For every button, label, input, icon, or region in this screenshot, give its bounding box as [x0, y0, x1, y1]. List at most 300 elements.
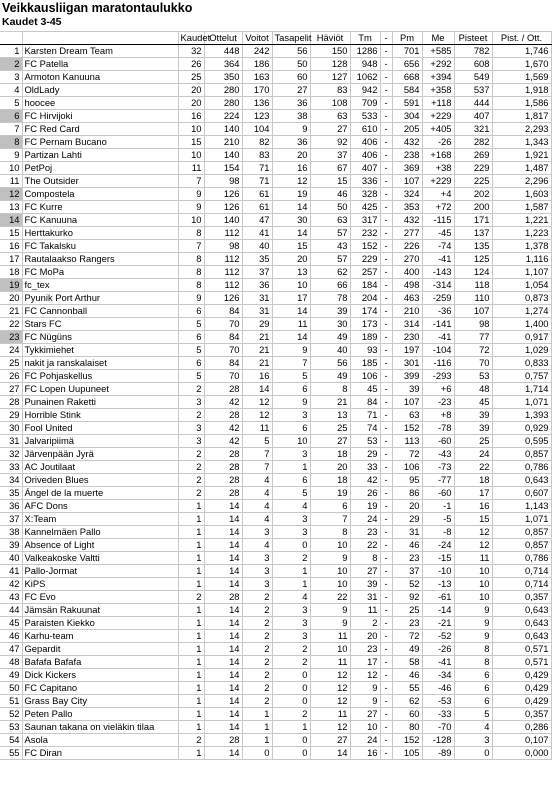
cell-goals-for: 229 [350, 253, 380, 266]
cell-dash: - [380, 578, 392, 591]
cell-draws: 14 [272, 331, 310, 344]
cell-draws: 6 [272, 383, 310, 396]
cell-goals-against: 277 [392, 227, 422, 240]
cell-matches: 112 [204, 279, 242, 292]
cell-dash: - [380, 71, 392, 84]
cell-dash: - [380, 422, 392, 435]
header-points-per-match: Pist. / Ott. [492, 32, 551, 45]
cell-goals-against: 58 [392, 656, 422, 669]
cell-points: 608 [454, 58, 492, 71]
cell-goals-for: 23 [350, 526, 380, 539]
cell-points: 8 [454, 643, 492, 656]
cell-goals-for: 425 [350, 201, 380, 214]
cell-draws: 10 [272, 279, 310, 292]
cell-points-per-match: 0,357 [492, 591, 551, 604]
cell-losses: 15 [310, 175, 350, 188]
cell-wins: 2 [242, 682, 272, 695]
cell-points-per-match: 0,929 [492, 422, 551, 435]
cell-draws: 5 [272, 487, 310, 500]
cell-points: 9 [454, 617, 492, 630]
cell-points-per-match: 0,643 [492, 474, 551, 487]
cell-points-per-match: 1,400 [492, 318, 551, 331]
cell-goals-for: 184 [350, 279, 380, 292]
cell-seasons: 1 [178, 682, 204, 695]
cell-wins: 2 [242, 669, 272, 682]
cell-goal-diff: +72 [422, 201, 454, 214]
cell-draws: 10 [272, 435, 310, 448]
cell-losses: 12 [310, 682, 350, 695]
cell-goals-against: 432 [392, 214, 422, 227]
cell-seasons: 32 [178, 45, 204, 58]
cell-draws: 9 [272, 344, 310, 357]
cell-matches: 448 [204, 45, 242, 58]
cell-seasons: 9 [178, 188, 204, 201]
cell-matches: 28 [204, 474, 242, 487]
table-row [0, 487, 551, 500]
cell-goals-against: 86 [392, 487, 422, 500]
cell-draws: 38 [272, 110, 310, 123]
cell-dash: - [380, 565, 392, 578]
cell-wins: 31 [242, 292, 272, 305]
cell-matches: 140 [204, 149, 242, 162]
cell-team: X:Team [22, 513, 178, 526]
table-row [0, 240, 551, 253]
cell-losses: 150 [310, 45, 350, 58]
cell-matches: 14 [204, 526, 242, 539]
cell-draws: 0 [272, 695, 310, 708]
table-row [0, 643, 551, 656]
cell-position: 52 [0, 708, 22, 721]
table-row [0, 279, 551, 292]
cell-position: 9 [0, 149, 22, 162]
cell-draws: 6 [272, 474, 310, 487]
cell-wins: 11 [242, 422, 272, 435]
cell-wins: 47 [242, 214, 272, 227]
cell-goal-diff: -60 [422, 487, 454, 500]
cell-position: 25 [0, 357, 22, 370]
cell-draws: 3 [272, 630, 310, 643]
cell-dash: - [380, 253, 392, 266]
cell-draws: 14 [272, 201, 310, 214]
cell-points-per-match: 0,643 [492, 630, 551, 643]
cell-goals-for: 45 [350, 383, 380, 396]
cell-points-per-match: 0,757 [492, 370, 551, 383]
cell-team: FC Red Card [22, 123, 178, 136]
cell-losses: 8 [310, 383, 350, 396]
cell-matches: 84 [204, 357, 242, 370]
cell-goals-against: 584 [392, 84, 422, 97]
cell-points-per-match: 1,586 [492, 97, 551, 110]
cell-goals-against: 432 [392, 136, 422, 149]
table-row [0, 136, 551, 149]
header-seasons: Kaudet [178, 32, 204, 45]
cell-matches: 350 [204, 71, 242, 84]
cell-draws: 7 [272, 357, 310, 370]
header-draws: Tasapelit [272, 32, 310, 45]
cell-goals-for: 533 [350, 110, 380, 123]
cell-matches: 70 [204, 370, 242, 383]
cell-goals-against: 72 [392, 630, 422, 643]
cell-position: 19 [0, 279, 22, 292]
cell-position: 16 [0, 240, 22, 253]
cell-team: Valkeakoske Valtti [22, 552, 178, 565]
cell-losses: 39 [310, 305, 350, 318]
cell-wins: 1 [242, 708, 272, 721]
cell-losses: 40 [310, 344, 350, 357]
cell-points: 549 [454, 71, 492, 84]
cell-team: FC MoPa [22, 266, 178, 279]
cell-goals-for: 26 [350, 487, 380, 500]
table-row [0, 292, 551, 305]
cell-points: 0 [454, 747, 492, 760]
cell-points-per-match: 1,221 [492, 214, 551, 227]
cell-draws: 3 [272, 513, 310, 526]
cell-goal-diff: -143 [422, 266, 454, 279]
cell-wins: 61 [242, 201, 272, 214]
cell-goals-for: 11 [350, 604, 380, 617]
cell-team: OldLady [22, 84, 178, 97]
cell-team: Horrible Stink [22, 409, 178, 422]
cell-team: The Outsider [22, 175, 178, 188]
cell-wins: 12 [242, 396, 272, 409]
cell-goals-against: 31 [392, 526, 422, 539]
cell-points: 12 [454, 526, 492, 539]
cell-goal-diff: -26 [422, 643, 454, 656]
cell-team: nakit ja ranskalaiset [22, 357, 178, 370]
cell-team: Armoton Kanuuna [22, 71, 178, 84]
cell-draws: 0 [272, 747, 310, 760]
cell-team: Dick Kickers [22, 669, 178, 682]
cell-dash: - [380, 136, 392, 149]
cell-team: FC Pernam Bucano [22, 136, 178, 149]
cell-matches: 14 [204, 539, 242, 552]
cell-goal-diff: -141 [422, 318, 454, 331]
cell-dash: - [380, 734, 392, 747]
cell-dash: - [380, 682, 392, 695]
cell-team: FC Hirvijoki [22, 110, 178, 123]
cell-goals-for: 24 [350, 734, 380, 747]
cell-points: 10 [454, 591, 492, 604]
table-row [0, 110, 551, 123]
cell-team: FC Evo [22, 591, 178, 604]
cell-losses: 10 [310, 539, 350, 552]
cell-points: 444 [454, 97, 492, 110]
cell-points: 229 [454, 162, 492, 175]
cell-points-per-match: 0,643 [492, 617, 551, 630]
cell-losses: 22 [310, 591, 350, 604]
cell-draws: 6 [272, 422, 310, 435]
cell-dash: - [380, 513, 392, 526]
cell-draws: 36 [272, 97, 310, 110]
cell-seasons: 8 [178, 227, 204, 240]
cell-goal-diff: +394 [422, 71, 454, 84]
cell-position: 27 [0, 383, 22, 396]
cell-goal-diff: -41 [422, 253, 454, 266]
cell-position: 46 [0, 630, 22, 643]
cell-points-per-match: 0,107 [492, 734, 551, 747]
cell-dash: - [380, 474, 392, 487]
cell-points: 25 [454, 435, 492, 448]
cell-goals-for: 23 [350, 643, 380, 656]
cell-seasons: 20 [178, 84, 204, 97]
cell-points: 282 [454, 136, 492, 149]
cell-points-per-match: 0,857 [492, 526, 551, 539]
cell-draws: 1 [272, 565, 310, 578]
cell-draws: 0 [272, 669, 310, 682]
cell-goals-for: 31 [350, 591, 380, 604]
cell-points: 9 [454, 604, 492, 617]
cell-position: 8 [0, 136, 22, 149]
cell-losses: 56 [310, 357, 350, 370]
cell-matches: 14 [204, 747, 242, 760]
cell-wins: 2 [242, 630, 272, 643]
table-row [0, 58, 551, 71]
cell-points: 16 [454, 500, 492, 513]
cell-goal-diff: -78 [422, 422, 454, 435]
cell-position: 31 [0, 435, 22, 448]
cell-goal-diff: -21 [422, 617, 454, 630]
cell-goal-diff: +168 [422, 149, 454, 162]
cell-losses: 11 [310, 708, 350, 721]
cell-wins: 21 [242, 331, 272, 344]
cell-goals-against: 324 [392, 188, 422, 201]
cell-dash: - [380, 227, 392, 240]
table-row [0, 552, 551, 565]
cell-goal-diff: -34 [422, 669, 454, 682]
cell-position: 21 [0, 305, 22, 318]
cell-goal-diff: +229 [422, 110, 454, 123]
cell-points: 6 [454, 695, 492, 708]
cell-draws: 1 [272, 721, 310, 734]
cell-goals-for: 42 [350, 474, 380, 487]
cell-position: 49 [0, 669, 22, 682]
cell-goals-against: 400 [392, 266, 422, 279]
cell-matches: 70 [204, 344, 242, 357]
cell-goals-against: 113 [392, 435, 422, 448]
cell-goals-against: 668 [392, 71, 422, 84]
cell-losses: 21 [310, 396, 350, 409]
cell-matches: 112 [204, 266, 242, 279]
cell-goals-against: 152 [392, 422, 422, 435]
cell-points-per-match: 1,274 [492, 305, 551, 318]
cell-goal-diff: -73 [422, 461, 454, 474]
cell-seasons: 6 [178, 357, 204, 370]
cell-seasons: 1 [178, 617, 204, 630]
cell-goals-against: 226 [392, 240, 422, 253]
cell-team: FC Pohjaskellus [22, 370, 178, 383]
cell-seasons: 1 [178, 721, 204, 734]
cell-losses: 13 [310, 409, 350, 422]
cell-seasons: 1 [178, 526, 204, 539]
cell-wins: 31 [242, 305, 272, 318]
cell-losses: 27 [310, 123, 350, 136]
cell-matches: 98 [204, 240, 242, 253]
cell-goals-for: 204 [350, 292, 380, 305]
cell-losses: 67 [310, 162, 350, 175]
cell-team: FC Capitano [22, 682, 178, 695]
cell-points-per-match: 0,714 [492, 578, 551, 591]
cell-goal-diff: -41 [422, 656, 454, 669]
cell-seasons: 2 [178, 591, 204, 604]
cell-losses: 18 [310, 474, 350, 487]
cell-goals-against: 39 [392, 383, 422, 396]
cell-points: 4 [454, 721, 492, 734]
cell-goal-diff: +6 [422, 383, 454, 396]
table-row [0, 656, 551, 669]
cell-position: 37 [0, 513, 22, 526]
cell-losses: 62 [310, 266, 350, 279]
cell-points: 10 [454, 578, 492, 591]
cell-goal-diff: -60 [422, 435, 454, 448]
cell-points-per-match: 1,918 [492, 84, 551, 97]
cell-dash: - [380, 97, 392, 110]
table-row [0, 630, 551, 643]
table-row [0, 84, 551, 97]
cell-points: 537 [454, 84, 492, 97]
cell-matches: 28 [204, 383, 242, 396]
cell-goals-against: 25 [392, 604, 422, 617]
cell-losses: 6 [310, 500, 350, 513]
table-row [0, 370, 551, 383]
cell-goals-against: 20 [392, 500, 422, 513]
cell-position: 11 [0, 175, 22, 188]
cell-wins: 82 [242, 136, 272, 149]
cell-goals-for: 8 [350, 552, 380, 565]
cell-wins: 29 [242, 318, 272, 331]
cell-goal-diff: +4 [422, 188, 454, 201]
cell-goal-diff: +8 [422, 409, 454, 422]
cell-team: Absence of Light [22, 539, 178, 552]
table-row [0, 97, 551, 110]
cell-team: Partizan Lahti [22, 149, 178, 162]
cell-points-per-match: 0,714 [492, 565, 551, 578]
cell-team: AFC Dons [22, 500, 178, 513]
cell-goal-diff: -23 [422, 396, 454, 409]
cell-goal-diff: -33 [422, 708, 454, 721]
cell-goals-for: 39 [350, 578, 380, 591]
cell-seasons: 1 [178, 604, 204, 617]
cell-goals-against: 301 [392, 357, 422, 370]
cell-points-per-match: 1,587 [492, 201, 551, 214]
cell-goals-for: 16 [350, 747, 380, 760]
cell-points-per-match: 0,833 [492, 357, 551, 370]
cell-goals-against: 314 [392, 318, 422, 331]
sheet-subtitle: Kaudet 3-45 [2, 16, 62, 28]
cell-goals-against: 230 [392, 331, 422, 344]
cell-team: Pyunik Port Arthur [22, 292, 178, 305]
cell-points-per-match: 1,603 [492, 188, 551, 201]
cell-goals-for: 336 [350, 175, 380, 188]
cell-wins: 21 [242, 344, 272, 357]
cell-points: 6 [454, 682, 492, 695]
cell-seasons: 9 [178, 292, 204, 305]
cell-seasons: 1 [178, 500, 204, 513]
cell-team: Rautalaakso Rangers [22, 253, 178, 266]
cell-position: 29 [0, 409, 22, 422]
cell-position: 12 [0, 188, 22, 201]
cell-points-per-match: 0,286 [492, 721, 551, 734]
cell-wins: 2 [242, 604, 272, 617]
cell-matches: 112 [204, 253, 242, 266]
cell-seasons: 10 [178, 123, 204, 136]
sheet-title: Veikkausliigan maratontaulukko [2, 1, 193, 15]
cell-wins: 5 [242, 435, 272, 448]
cell-goals-for: 328 [350, 188, 380, 201]
cell-dash: - [380, 591, 392, 604]
cell-goals-against: 37 [392, 565, 422, 578]
cell-points-per-match: 1,746 [492, 45, 551, 58]
cell-losses: 9 [310, 552, 350, 565]
cell-points-per-match: 0,000 [492, 747, 551, 760]
cell-goal-diff: -259 [422, 292, 454, 305]
cell-wins: 40 [242, 240, 272, 253]
cell-dash: - [380, 123, 392, 136]
cell-goal-diff: -74 [422, 240, 454, 253]
cell-losses: 11 [310, 630, 350, 643]
header-row [0, 32, 551, 45]
cell-draws: 5 [272, 370, 310, 383]
cell-team: FC Nügüns [22, 331, 178, 344]
cell-losses: 25 [310, 422, 350, 435]
cell-seasons: 1 [178, 513, 204, 526]
cell-points: 137 [454, 227, 492, 240]
cell-points: 269 [454, 149, 492, 162]
cell-losses: 49 [310, 370, 350, 383]
cell-dash: - [380, 175, 392, 188]
cell-goal-diff: -115 [422, 214, 454, 227]
cell-dash: - [380, 305, 392, 318]
cell-points: 39 [454, 409, 492, 422]
cell-goals-against: 72 [392, 448, 422, 461]
header-matches: Ottelut [204, 32, 242, 45]
cell-points: 9 [454, 630, 492, 643]
cell-losses: 10 [310, 643, 350, 656]
cell-wins: 3 [242, 578, 272, 591]
cell-points-per-match: 1,029 [492, 344, 551, 357]
cell-position: 45 [0, 617, 22, 630]
cell-team: Asola [22, 734, 178, 747]
table-row [0, 422, 551, 435]
cell-dash: - [380, 58, 392, 71]
cell-goals-for: 942 [350, 84, 380, 97]
cell-position: 54 [0, 734, 22, 747]
cell-goals-against: 62 [392, 695, 422, 708]
cell-seasons: 8 [178, 279, 204, 292]
cell-draws: 50 [272, 58, 310, 71]
cell-team: fc_tex [22, 279, 178, 292]
table-row [0, 565, 551, 578]
table-row [0, 500, 551, 513]
cell-seasons: 15 [178, 136, 204, 149]
cell-losses: 20 [310, 461, 350, 474]
cell-goal-diff: -46 [422, 682, 454, 695]
table-row [0, 669, 551, 682]
cell-matches: 28 [204, 448, 242, 461]
cell-seasons: 2 [178, 474, 204, 487]
cell-seasons: 2 [178, 487, 204, 500]
cell-position: 24 [0, 344, 22, 357]
cell-matches: 14 [204, 708, 242, 721]
cell-points-per-match: 1,223 [492, 227, 551, 240]
cell-points: 110 [454, 292, 492, 305]
cell-dash: - [380, 708, 392, 721]
table-row [0, 513, 551, 526]
table-row [0, 682, 551, 695]
cell-points-per-match: 0,917 [492, 331, 551, 344]
cell-losses: 37 [310, 149, 350, 162]
cell-goals-against: 205 [392, 123, 422, 136]
cell-team: Grass Bay City [22, 695, 178, 708]
